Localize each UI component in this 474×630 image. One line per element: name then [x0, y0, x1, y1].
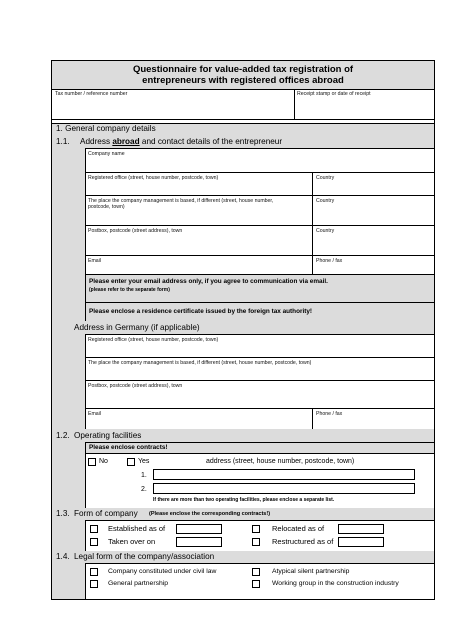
section-1-3-number: 1.3.	[56, 509, 70, 518]
established-label: Established as of	[108, 524, 166, 533]
relocated-label: Relocated as of	[272, 524, 325, 533]
restructured-checkbox[interactable]	[252, 538, 260, 546]
de-registered-office-label: Registered office (street, house number, postcode, town)	[88, 337, 219, 343]
receipt-stamp-label: Receipt stamp or date of receipt	[297, 91, 371, 97]
atypical-silent-partnership-checkbox[interactable]	[252, 568, 260, 576]
facilities-list-note: If there are more than two operating facilities, please enclose a separate list.	[153, 497, 335, 503]
tax-number-label: Tax number / reference number	[55, 91, 128, 97]
restructured-date-input[interactable]	[338, 537, 384, 547]
construction-working-group-checkbox[interactable]	[252, 580, 260, 588]
section-1-3-note: (Please enclose the corresponding contracts!)	[149, 511, 271, 517]
civil-law-company-label: Company constituted under civil law	[108, 568, 217, 575]
relocated-checkbox[interactable]	[252, 525, 260, 533]
relocated-date-input[interactable]	[338, 524, 384, 534]
form-title-line1: Questionnaire for value-added tax registration of	[132, 64, 354, 75]
de-management-label: The place the company management is based, if different (street, house number, postcode, town)	[88, 360, 312, 366]
registered-office-label: Registered office (street, house number, postcode, town)	[88, 175, 219, 181]
restructured-label: Restructured as of	[272, 537, 334, 546]
enclose-contracts-text: Please enclose contracts!	[89, 444, 168, 451]
operating-facilities-no-checkbox[interactable]	[88, 458, 96, 466]
management-country-label: Country	[316, 198, 335, 204]
residence-certificate-text: Please enclose a residence certificate issued by the foreign tax authority!	[89, 308, 313, 315]
management-label-line2: postcode, town)	[88, 204, 125, 210]
facility-row-2-number: 2.	[141, 486, 147, 493]
facility-row-1-number: 1.	[141, 472, 147, 479]
facility-1-address-input[interactable]	[153, 469, 415, 480]
management-label-line1: The place the company management is based, if different (street, house number,	[88, 198, 274, 204]
email-consent-subnote: (please refer to the separate form)	[89, 287, 170, 293]
email-consent-text: Please enter your email address only, if you agree to communication via email.	[89, 278, 328, 285]
section-1-1-number: 1.1.	[56, 137, 70, 146]
de-email-label: Email	[88, 411, 101, 417]
atypical-silent-partnership-label: Atypical silent partnership	[272, 568, 350, 575]
facility-2-address-input[interactable]	[153, 483, 415, 494]
established-date-input[interactable]	[176, 524, 222, 534]
de-postbox-label: Postbox, postcode (street address), town	[88, 383, 183, 389]
general-partnership-label: General partnership	[108, 580, 169, 587]
operating-facilities-yes-checkbox[interactable]	[127, 458, 135, 466]
company-name-label: Company name	[88, 151, 125, 157]
germany-address-title: Address in Germany (if applicable)	[74, 323, 200, 332]
phone-fax-label: Phone / fax	[316, 258, 343, 264]
email-label: Email	[88, 258, 101, 264]
taken-over-label: Taken over on	[108, 537, 156, 546]
postbox-label: Postbox, postcode (street address), town	[88, 228, 183, 234]
section-1-3-title: Form of company	[74, 509, 138, 518]
section-1-1-title: Address abroad and contact details of the entrepreneur	[80, 137, 283, 146]
construction-working-group-label: Working group in the construction industry	[272, 580, 399, 587]
section-1-2-number: 1.2.	[56, 431, 70, 440]
civil-law-company-checkbox[interactable]	[90, 568, 98, 576]
questionnaire-form	[51, 60, 435, 600]
operating-facilities-address-label: address (street, house number, postcode, town)	[206, 458, 355, 465]
taken-over-checkbox[interactable]	[90, 538, 98, 546]
registered-office-country-label: Country	[316, 175, 335, 181]
de-email-field[interactable]	[86, 409, 312, 429]
de-phone-fax-label: Phone / fax	[316, 411, 343, 417]
abroad-emphasis: abroad	[112, 137, 140, 146]
section-1-2-title: Operating facilities	[74, 431, 142, 440]
form-title-line2: entrepreneurs with registered offices abroad	[142, 75, 344, 86]
section-1-title: 1. General company details	[56, 124, 156, 133]
operating-facilities-yes-label: Yes	[138, 458, 150, 465]
company-name-field[interactable]	[86, 149, 434, 172]
section-1-4-title: Legal form of the company/association	[74, 552, 215, 561]
email-field[interactable]	[86, 256, 312, 274]
section-1-4-number: 1.4.	[56, 552, 70, 561]
operating-facilities-no-label: No	[99, 458, 108, 465]
established-checkbox[interactable]	[90, 525, 98, 533]
postbox-country-label: Country	[316, 228, 335, 234]
general-partnership-checkbox[interactable]	[90, 580, 98, 588]
taken-over-date-input[interactable]	[176, 537, 222, 547]
